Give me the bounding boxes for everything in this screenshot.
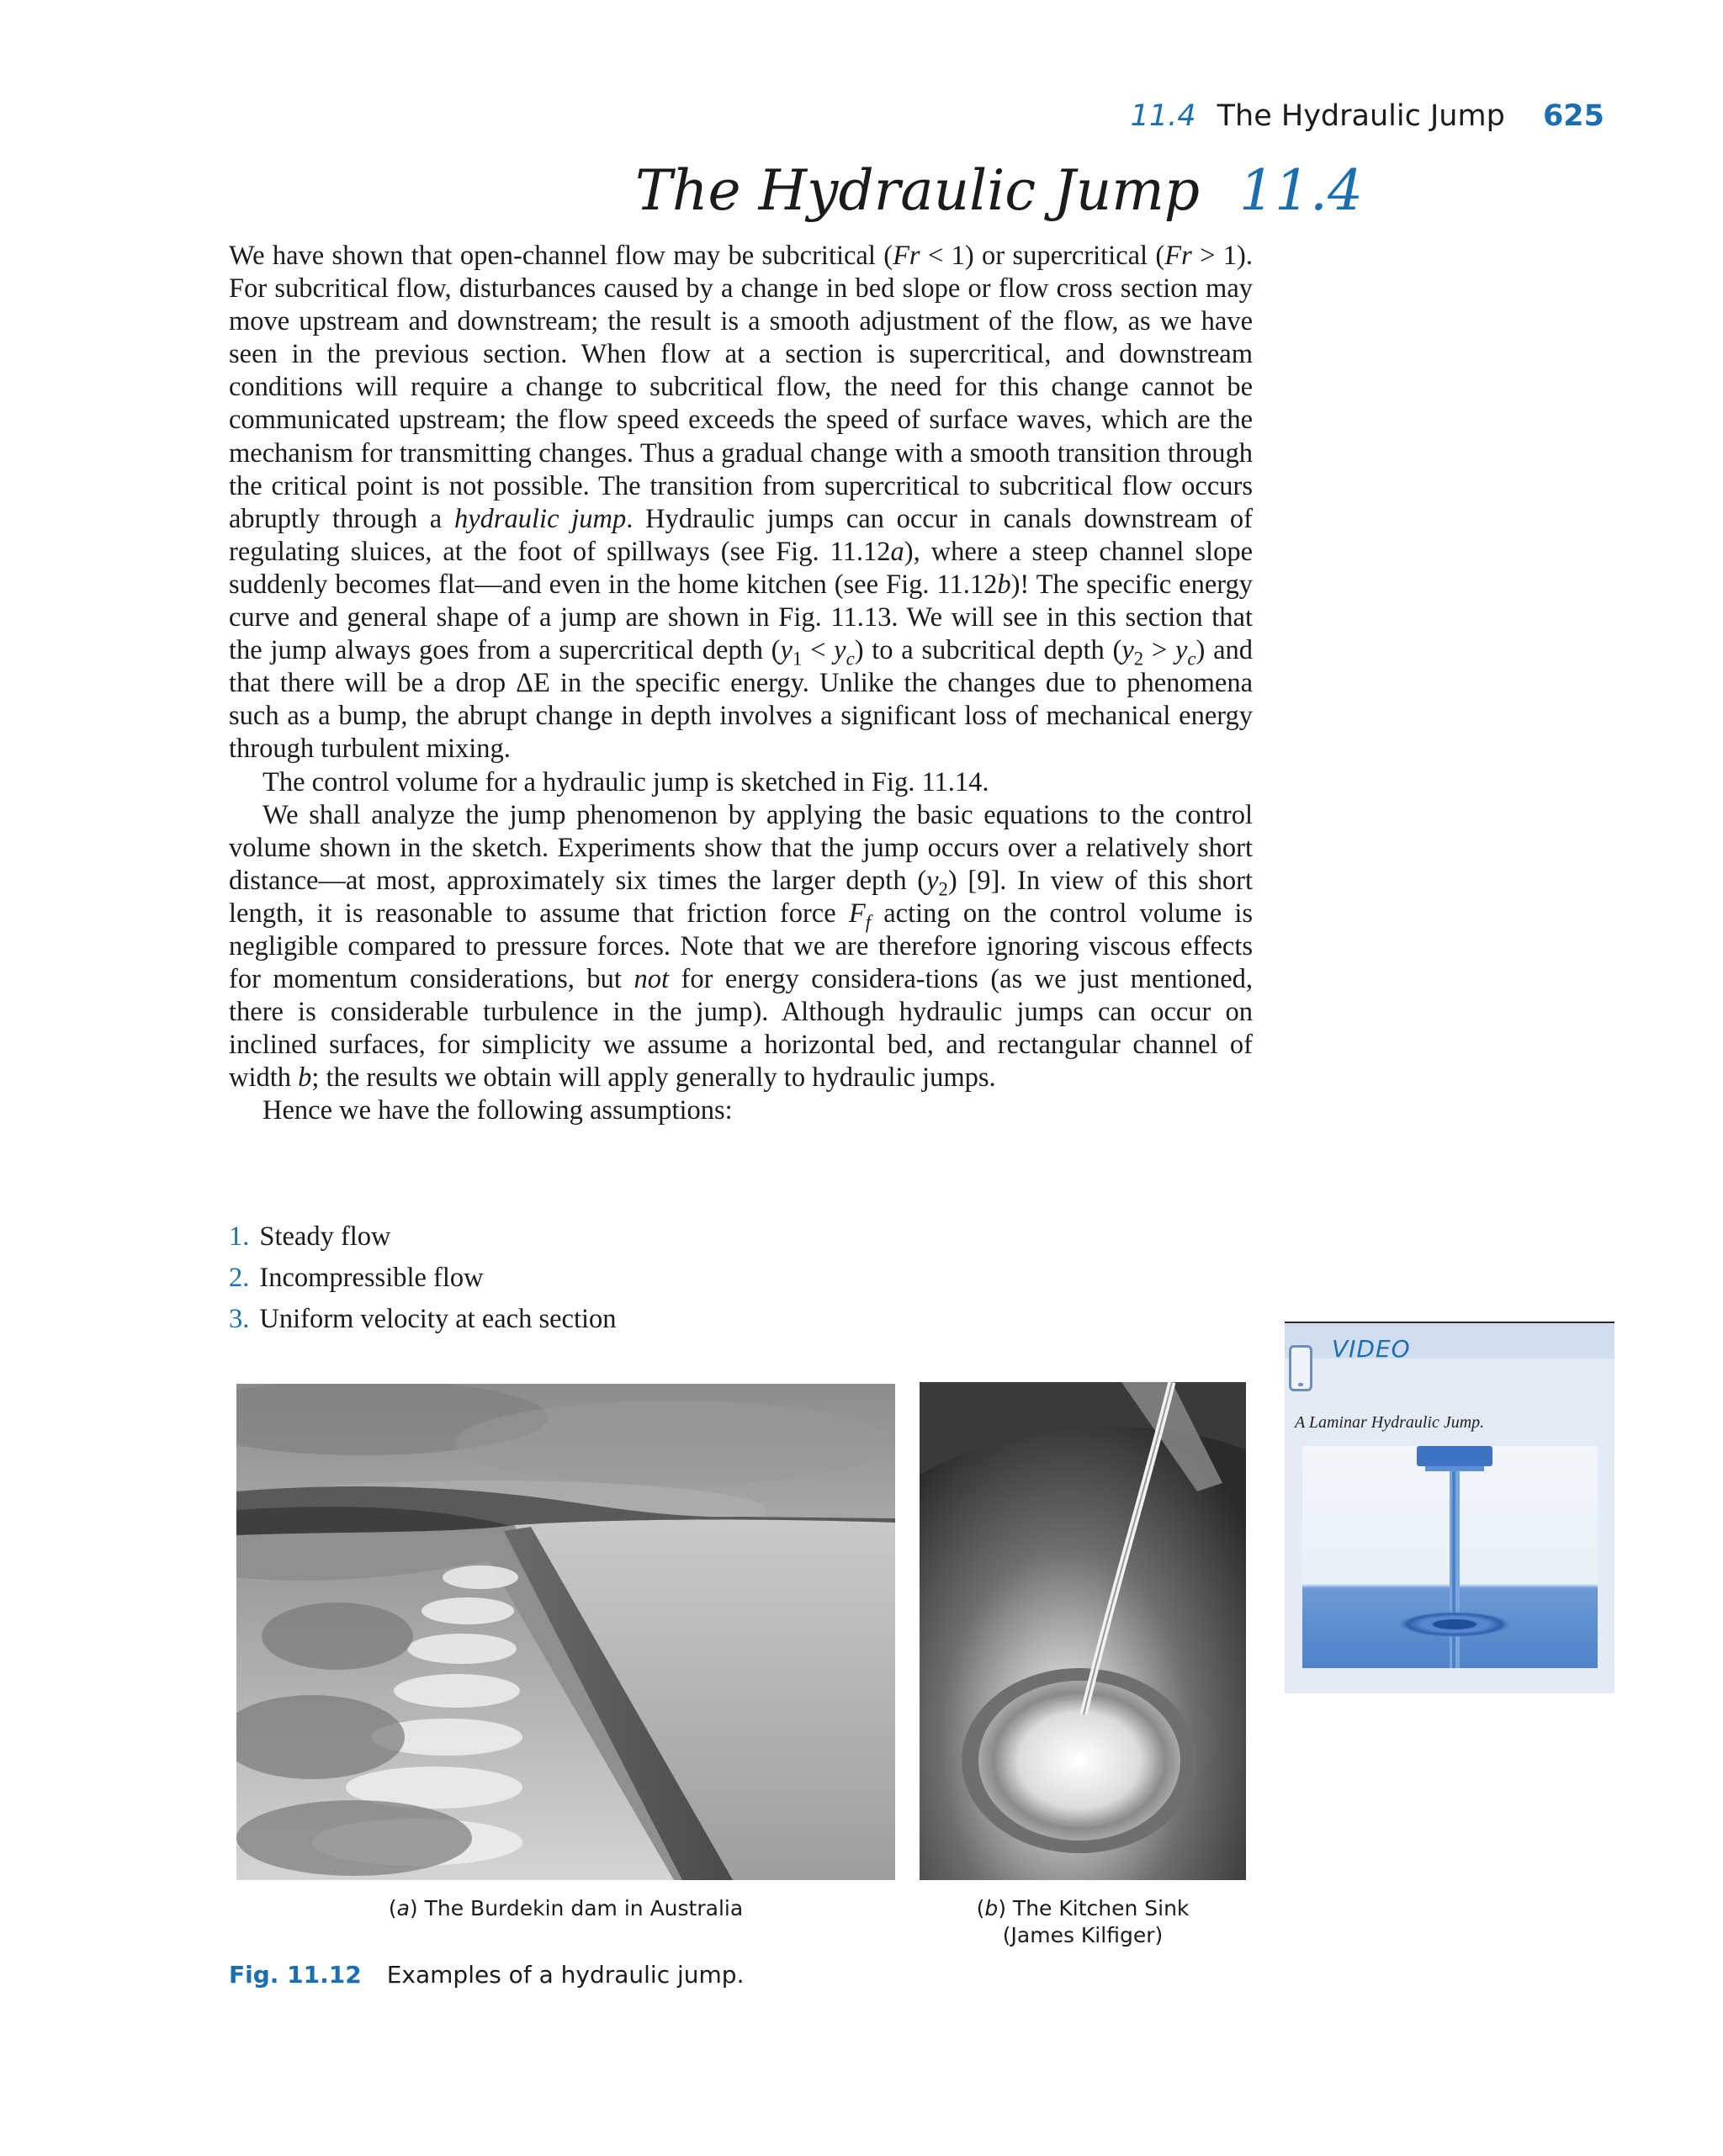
- video-sidebar[interactable]: [1285, 1322, 1614, 1693]
- caption-a-letter: a: [396, 1896, 410, 1920]
- list-item-text: Steady flow: [259, 1221, 391, 1252]
- list-item-number: 2.: [229, 1263, 250, 1293]
- list-item-number: 3.: [229, 1304, 250, 1334]
- paragraph: [229, 766, 1253, 799]
- figure-caption-b: (b) The Kitchen Sink (James Kilfiger): [976, 1896, 1190, 1947]
- text-run: acting on the control volume is negligible compared to pressure forces. Note that we are therefore ignoring viscous effects for momentum considerations, but: [229, 898, 1253, 995]
- text-run: hydraulic jump: [453, 503, 627, 534]
- text-run: > 1). For subcritical flow, disturbances caused by a change in bed slope or flow cross section may move upstream and downstream; the result is a smooth adjustment of the flow, as we have seen in the previous section. When flow at a section is supercritical, and downstream conditions will require a change to subcritical flow, the need for this change cannot be communicated upstream; the flow speed exceeds the speed of surface waves, which are the mechanism for transmitting changes. Thus a gradual change with a smooth transition through the critical point is not possible. The transition from supercritical to subcritical flow occurs abruptly through a: [229, 241, 1253, 534]
- list-item: [229, 1299, 617, 1340]
- body-text: [229, 240, 1253, 1128]
- text-run: not: [634, 964, 669, 995]
- caption-b-line2: (James Kilfiger): [1002, 1923, 1164, 1947]
- text-run: ) [9]. In view of this short length, it is reasonable to assume that friction force: [229, 865, 1254, 929]
- text-run: ; the results we obtain will apply generally to hydraulic jumps.: [311, 1062, 996, 1094]
- text-run: 1: [792, 648, 803, 670]
- figure-caption-text: Examples of a hydraulic jump.: [386, 1961, 745, 1989]
- text-run: y: [926, 865, 939, 896]
- text-run: >: [1143, 635, 1175, 666]
- text-run: Hence we have the following assumptions:: [262, 1095, 733, 1126]
- text-run: for energy considera-tions (as we just mentioned, there is considerable turbulence in the jump). Although hydraulic jumps can occur on inclined surfaces, for simplicity we assume a horizontal bed, and rectangular channel of width: [229, 964, 1253, 1094]
- caption-b-line1: The Kitchen Sink: [1012, 1896, 1190, 1920]
- photo-burdekin-dam: [236, 1384, 895, 1880]
- figure-caption-a: (a) The Burdekin dam in Australia: [388, 1896, 744, 1920]
- mobile-device-icon: [1289, 1345, 1312, 1391]
- text-run: y: [780, 635, 793, 666]
- section-heading-number: 11.4: [1239, 158, 1363, 223]
- page-number: 625: [1542, 99, 1604, 133]
- list-item: [229, 1216, 617, 1258]
- text-run: 2: [1133, 648, 1144, 670]
- text-run: y: [834, 635, 846, 666]
- text-run: Fr: [893, 241, 920, 271]
- caption-a-text: The Burdekin dam in Australia: [424, 1896, 744, 1920]
- text-run: y: [1174, 635, 1188, 666]
- text-run: <: [802, 635, 835, 666]
- text-run: b: [997, 569, 1011, 600]
- running-header-title: The Hydraulic Jump: [1217, 99, 1505, 133]
- video-label: VIDEO: [1332, 1335, 1411, 1363]
- text-run: < 1) or supercritical (: [920, 241, 1165, 271]
- list-item: [229, 1258, 617, 1299]
- text-run: F: [848, 898, 866, 929]
- paragraph: [229, 799, 1253, 1095]
- text-run: y: [1121, 635, 1134, 666]
- list-item-text: Incompressible flow: [259, 1263, 484, 1293]
- text-run: Fr: [1164, 241, 1192, 271]
- text-run: c: [846, 648, 855, 670]
- figure-label: Fig. 11.12: [229, 1961, 362, 1989]
- text-run: ) to a subcritical depth (: [854, 635, 1122, 666]
- text-run: a: [890, 536, 904, 567]
- text-run: c: [1187, 648, 1196, 670]
- text-run: f: [865, 911, 872, 933]
- assumptions-list: [229, 1216, 617, 1340]
- text-run: ), where a steep channel slope suddenly becomes flat—and even in the home kitchen (see Fig. 11.12: [229, 536, 1253, 600]
- figure-caption: [229, 1958, 744, 1992]
- paragraph: [229, 1094, 1253, 1127]
- list-item-number: 1.: [229, 1221, 250, 1252]
- text-run: We shall analyze the jump phenomenon by applying the basic equations to the control volume shown in the sketch. Experiments show that the jump occurs over a relatively short distance—at most, approximately six times the larger depth (: [229, 799, 1253, 896]
- running-header: [1131, 94, 1604, 138]
- list-item-text: Uniform velocity at each section: [259, 1304, 617, 1334]
- section-heading-title: The Hydraulic Jump: [635, 158, 1201, 223]
- text-run: . Hydraulic jumps can occur in canals downstream of regulating sluices, at the foot of spillways (see Fig. 11.12: [229, 503, 1253, 567]
- text-run: 2: [938, 878, 948, 900]
- video-thumbnail[interactable]: [1302, 1446, 1598, 1668]
- running-header-section-number: 11.4: [1130, 99, 1196, 133]
- photo-kitchen-sink: [920, 1382, 1246, 1880]
- text-run: ) and that there will be a drop ΔE in the specific energy. Unlike the changes due to phenomena such as a bump, the abrupt change in depth involves a significant loss of mechanical energy through turbulent mixing.: [229, 635, 1253, 765]
- text-run: We have shown that open-channel flow may be subcritical (: [229, 241, 893, 271]
- video-title[interactable]: A Laminar Hydraulic Jump.: [1295, 1413, 1485, 1432]
- text-run: The control volume for a hydraulic jump is sketched in Fig. 11.14.: [262, 766, 989, 797]
- paragraph: [229, 240, 1253, 766]
- text-run: )! The specific energy curve and general shape of a jump are shown in Fig. 11.13. We will see in this section that the jump always goes from a supercritical depth (: [229, 569, 1253, 666]
- section-heading: [505, 153, 1363, 229]
- caption-b-letter: b: [984, 1896, 999, 1920]
- text-run: b: [298, 1062, 312, 1094]
